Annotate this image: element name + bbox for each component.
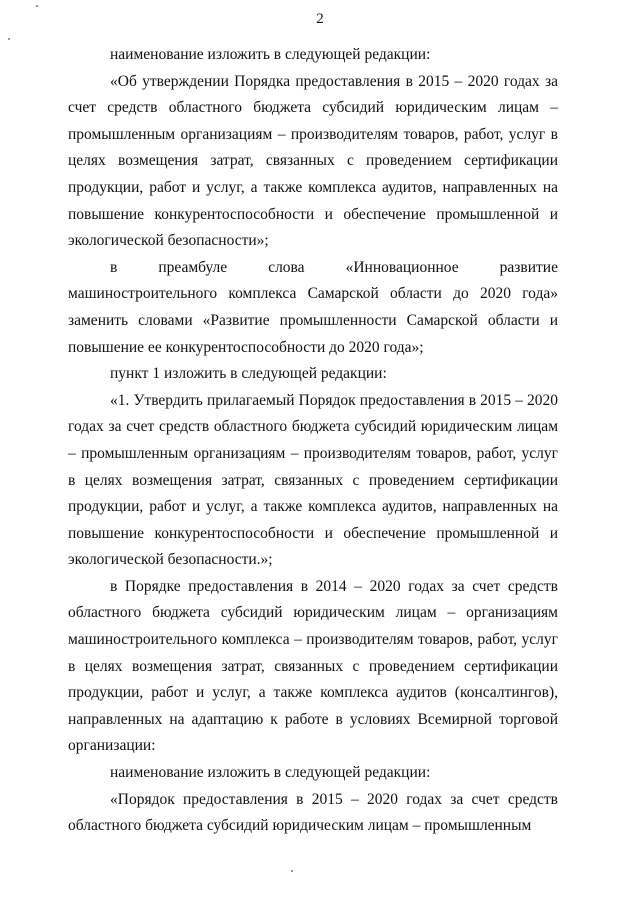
scan-speck	[291, 870, 293, 872]
scan-speck	[8, 38, 10, 40]
paragraph-title-intro-2: наименование изложить в следующей редакции:	[110, 764, 431, 782]
paragraph-order: в Порядке предоставления в 2014 – 2020 годах за счет средств областного бюджета субсидий юридическим лицам – организациям машиностроительного комплекса – производителям товаров, работ, услуг в целях возмещения затрат, связанных с проведением сертификации продукции, работ и услуг, а также комплекса аудитов (консалтингов), направленных на адаптацию к работе в условиях Всемирной торговой организации:	[68, 577, 558, 755]
paragraph-point-intro: пункт 1 изложить в следующей редакции:	[110, 365, 387, 383]
paragraph-point-1: «1. Утвердить прилагаемый Порядок предоставления в 2015 – 2020 годах за счет средств областного бюджета субсидий юридическим лицам – промышленным организациям – производителям товаров, работ, услуг в целях возмещения затрат, связанных с проведением сертификации продукции, работ и услуг, а также комплекса аудитов, направленных на повышение конкурентоспособности и обеспечение промышленной и экологической безопасности.»;	[68, 391, 558, 569]
paragraph-order-title: «Порядок предоставления в 2015 – 2020 годах за счет средств областного бюджета субсидий юридическим лицам – промышленным	[68, 790, 558, 835]
paragraph-title-intro: наименование изложить в следующей редакции:	[110, 46, 431, 63]
document-body	[68, 42, 558, 840]
paragraph-preamble: в преамбуле слова «Инновационное развитие машиностроительного комплекса Самарской области до 2020 года» заменить словами «Развитие промышленности Самарской области и повышение ее конкурентоспособности до 2020 года»;	[68, 258, 558, 356]
paragraph-new-title: «Об утверждении Порядка предоставления в 2015 – 2020 годах за счет средств областного бюджета субсидий юридическим лицам – промышленным организациям – производителям товаров, работ, услуг в целях возмещения затрат, связанных с проведением сертификации продукции, работ и услуг, а также комплекса аудитов, направленных на повышение конкурентоспособности и обеспечение промышленной и экологической безопасности»;	[68, 72, 558, 250]
scan-speck	[36, 5, 38, 7]
page-number: 2	[316, 11, 324, 27]
